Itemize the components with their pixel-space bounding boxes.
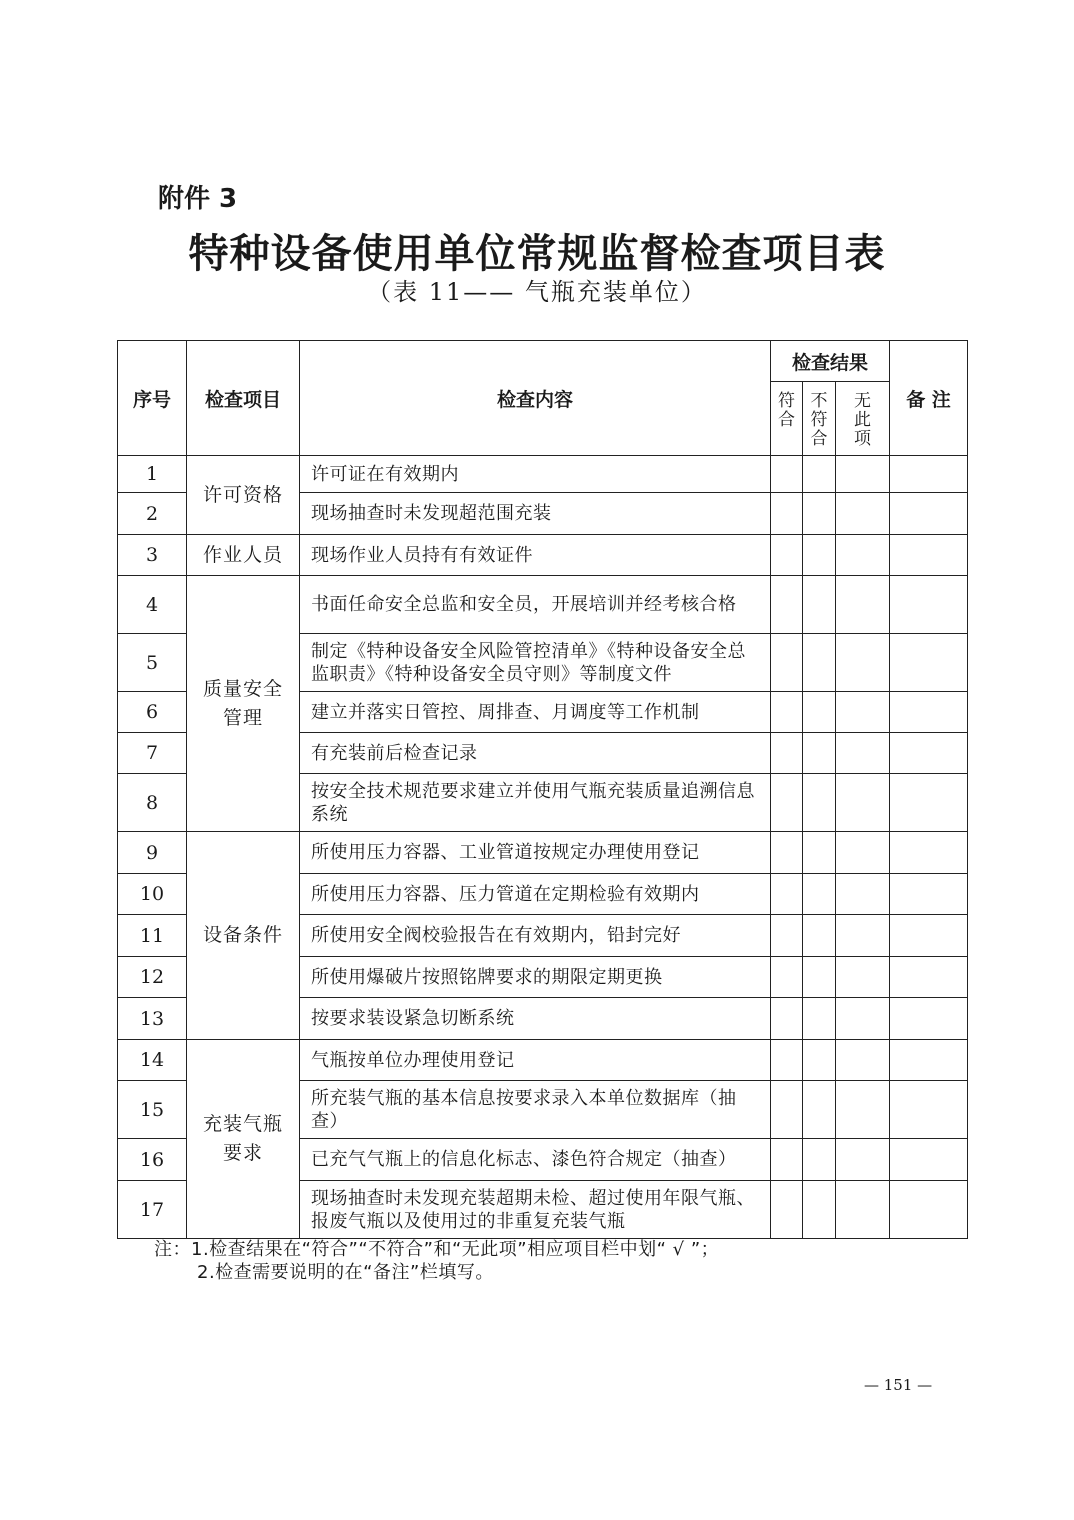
category-cylinder <box>187 1040 300 1239</box>
remark-cell[interactable] <box>890 957 968 998</box>
na-cell[interactable] <box>836 1040 890 1081</box>
not-comply-cell[interactable] <box>803 576 836 634</box>
not-comply-cell[interactable] <box>803 493 836 535</box>
not-comply-cell[interactable] <box>803 1040 836 1081</box>
row-content: 所使用压力容器、压力管道在定期检验有效期内 <box>300 874 771 915</box>
vertical-label: 不 符 合 <box>810 391 828 449</box>
not-comply-cell[interactable] <box>803 535 836 576</box>
remark-cell[interactable] <box>890 576 968 634</box>
remark-cell[interactable] <box>890 493 968 535</box>
remark-cell[interactable] <box>890 692 968 733</box>
header-comply <box>771 382 803 456</box>
row-number: 15 <box>118 1081 187 1139</box>
not-comply-cell[interactable] <box>803 692 836 733</box>
note-line-1: 注：1.检查结果在“符合”“不符合”和“无此项”相应项目栏中划“ √ ”； <box>154 1239 720 1260</box>
comply-cell[interactable] <box>771 733 803 774</box>
comply-cell[interactable] <box>771 1139 803 1181</box>
table-row <box>118 576 968 634</box>
remark-cell[interactable] <box>890 874 968 915</box>
not-comply-cell[interactable] <box>803 1139 836 1181</box>
comply-cell[interactable] <box>771 1040 803 1081</box>
note-line-2: 2.检查需要说明的在“备注”栏填写。 <box>197 1262 494 1283</box>
category-license: 许可资格 <box>187 456 300 535</box>
inspection-table <box>117 340 968 1239</box>
row-content: 建立并落实日管控、周排查、月调度等工作机制 <box>300 692 771 733</box>
na-cell[interactable] <box>836 692 890 733</box>
not-comply-cell[interactable] <box>803 456 836 493</box>
header-remark: 备 注 <box>890 341 968 456</box>
header-item: 检查项目 <box>187 341 300 456</box>
row-content: 按安全技术规范要求建立并使用气瓶充装质量追溯信息系统 <box>300 774 771 832</box>
row-number: 10 <box>118 874 187 915</box>
category-quality <box>187 576 300 832</box>
row-number: 6 <box>118 692 187 733</box>
comply-cell[interactable] <box>771 832 803 874</box>
comply-cell[interactable] <box>771 998 803 1040</box>
remark-cell[interactable] <box>890 733 968 774</box>
na-cell[interactable] <box>836 774 890 832</box>
row-number: 11 <box>118 915 187 957</box>
table-notes <box>154 1238 719 1284</box>
comply-cell[interactable] <box>771 1081 803 1139</box>
page-subtitle: （表 11—— 气瓶充装单位） <box>367 278 707 306</box>
na-cell[interactable] <box>836 1139 890 1181</box>
not-comply-cell[interactable] <box>803 915 836 957</box>
comply-cell[interactable] <box>771 774 803 832</box>
row-number: 4 <box>118 576 187 634</box>
comply-cell[interactable] <box>771 915 803 957</box>
row-number: 8 <box>118 774 187 832</box>
row-number: 14 <box>118 1040 187 1081</box>
row-content: 许可证在有效期内 <box>300 456 771 493</box>
category-equipment: 设备条件 <box>187 832 300 1040</box>
table-row <box>118 456 968 493</box>
na-cell[interactable] <box>836 874 890 915</box>
table-row <box>118 832 968 874</box>
header-row-1 <box>118 341 968 382</box>
row-content: 书面任命安全总监和安全员，开展培训并经考核合格 <box>300 576 771 634</box>
comply-cell[interactable] <box>771 576 803 634</box>
row-number: 16 <box>118 1139 187 1181</box>
category-cylinder-label: 充装气瓶要求 <box>202 1113 283 1164</box>
not-comply-cell[interactable] <box>803 957 836 998</box>
na-cell[interactable] <box>836 832 890 874</box>
not-comply-cell[interactable] <box>803 998 836 1040</box>
row-content: 气瓶按单位办理使用登记 <box>300 1040 771 1081</box>
table-row <box>118 535 968 576</box>
remark-cell[interactable] <box>890 832 968 874</box>
na-cell[interactable] <box>836 1181 890 1239</box>
remark-cell[interactable] <box>890 1081 968 1139</box>
comply-cell[interactable] <box>771 1181 803 1239</box>
row-content: 所使用爆破片按照铭牌要求的期限定期更换 <box>300 957 771 998</box>
row-number: 3 <box>118 535 187 576</box>
na-cell[interactable] <box>836 915 890 957</box>
row-number: 7 <box>118 733 187 774</box>
remark-cell[interactable] <box>890 1181 968 1239</box>
not-comply-cell[interactable] <box>803 874 836 915</box>
row-content: 现场作业人员持有有效证件 <box>300 535 771 576</box>
row-content: 按要求装设紧急切断系统 <box>300 998 771 1040</box>
row-number: 2 <box>118 493 187 535</box>
na-cell[interactable] <box>836 733 890 774</box>
remark-cell[interactable] <box>890 456 968 493</box>
na-cell[interactable] <box>836 957 890 998</box>
not-comply-cell[interactable] <box>803 1081 836 1139</box>
remark-cell[interactable] <box>890 1139 968 1181</box>
row-content: 现场抽查时未发现超范围充装 <box>300 493 771 535</box>
remark-cell[interactable] <box>890 634 968 692</box>
not-comply-cell[interactable] <box>803 1181 836 1239</box>
not-comply-cell[interactable] <box>803 733 836 774</box>
header-na <box>836 382 890 456</box>
row-number: 13 <box>118 998 187 1040</box>
row-content: 现场抽查时未发现充装超期未检、超过使用年限气瓶、报废气瓶以及使用过的非重复充装气瓶 <box>300 1181 771 1239</box>
comply-cell[interactable] <box>771 456 803 493</box>
header-not-comply <box>803 382 836 456</box>
row-number: 12 <box>118 957 187 998</box>
na-cell[interactable] <box>836 456 890 493</box>
remark-cell[interactable] <box>890 1040 968 1081</box>
category-personnel: 作业人员 <box>187 535 300 576</box>
not-comply-cell[interactable] <box>803 634 836 692</box>
attachment-label: 附件 3 <box>158 184 238 214</box>
header-content: 检查内容 <box>300 341 771 456</box>
row-content: 制定《特种设备安全风险管控清单》《特种设备安全总监职责》《特种设备安全员守则》等制度文件 <box>300 634 771 692</box>
na-cell[interactable] <box>836 634 890 692</box>
comply-cell[interactable] <box>771 634 803 692</box>
comply-cell[interactable] <box>771 692 803 733</box>
page-number: — 151 — <box>864 1376 933 1394</box>
na-cell[interactable] <box>836 576 890 634</box>
header-result: 检查结果 <box>771 341 890 382</box>
row-content: 有充装前后检查记录 <box>300 733 771 774</box>
na-cell[interactable] <box>836 535 890 576</box>
row-number: 5 <box>118 634 187 692</box>
na-cell[interactable] <box>836 493 890 535</box>
row-content: 所使用压力容器、工业管道按规定办理使用登记 <box>300 832 771 874</box>
row-number: 17 <box>118 1181 187 1239</box>
remark-cell[interactable] <box>890 774 968 832</box>
row-number: 9 <box>118 832 187 874</box>
row-content: 所充装气瓶的基本信息按要求录入本单位数据库（抽查） <box>300 1081 771 1139</box>
page-title: 特种设备使用单位常规监督检查项目表 <box>188 230 886 277</box>
comply-cell[interactable] <box>771 535 803 576</box>
not-comply-cell[interactable] <box>803 832 836 874</box>
not-comply-cell[interactable] <box>803 774 836 832</box>
na-cell[interactable] <box>836 998 890 1040</box>
remark-cell[interactable] <box>890 535 968 576</box>
row-content: 所使用安全阀校验报告在有效期内，铅封完好 <box>300 915 771 957</box>
header-seq: 序号 <box>118 341 187 456</box>
remark-cell[interactable] <box>890 915 968 957</box>
remark-cell[interactable] <box>890 998 968 1040</box>
comply-cell[interactable] <box>771 957 803 998</box>
vertical-label: 符 合 <box>778 391 795 430</box>
na-cell[interactable] <box>836 1081 890 1139</box>
row-number: 1 <box>118 456 187 493</box>
vertical-label: 无 此 项 <box>854 391 871 449</box>
category-quality-label: 质量安全管理 <box>202 677 283 729</box>
row-content: 已充气气瓶上的信息化标志、漆色符合规定（抽查） <box>300 1139 771 1181</box>
comply-cell[interactable] <box>771 493 803 535</box>
table-row <box>118 1040 968 1081</box>
comply-cell[interactable] <box>771 874 803 915</box>
